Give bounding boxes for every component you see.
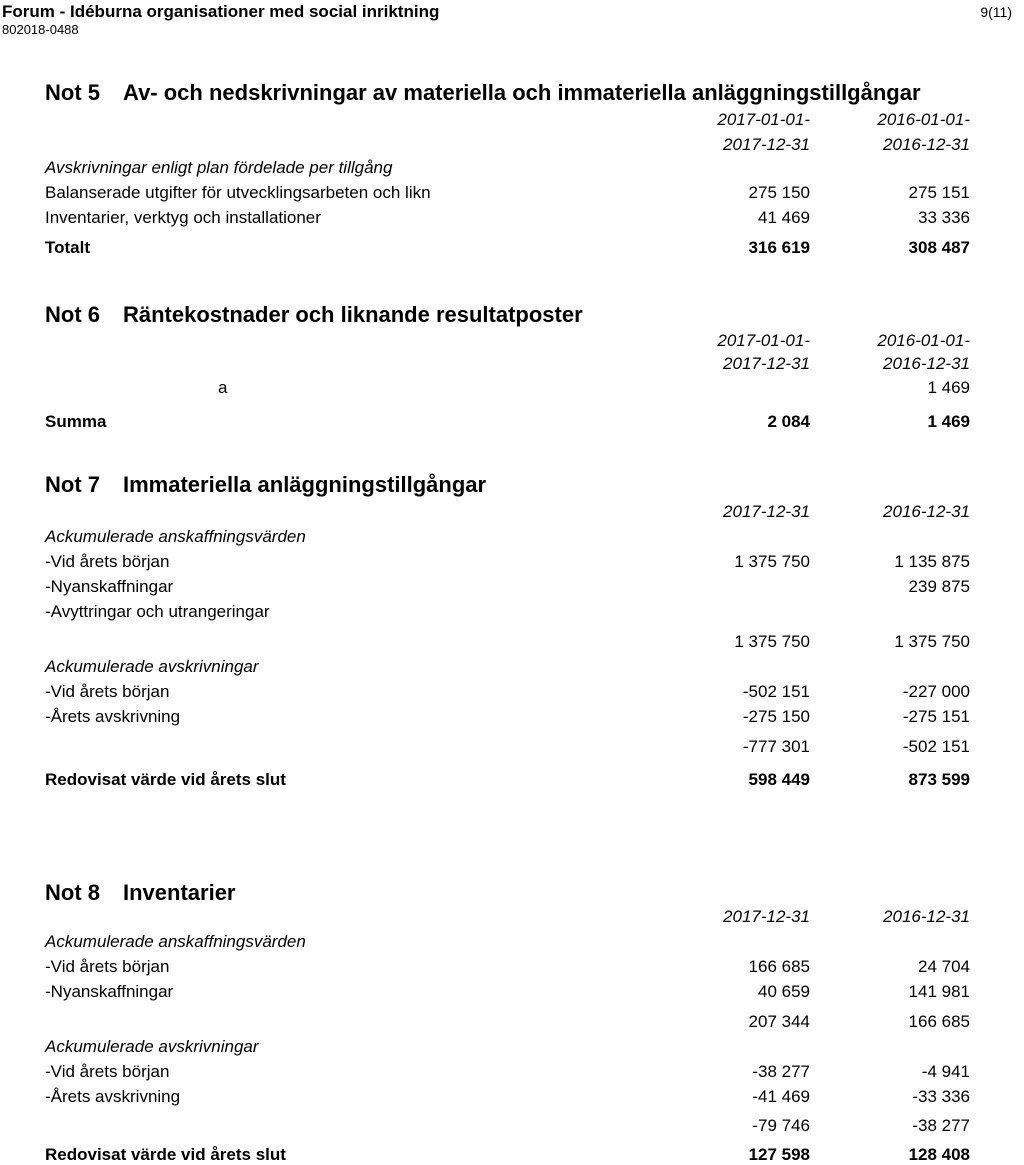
note-6-total-2017: 2 084: [767, 412, 810, 431]
note-8-row-value-2016: -33 336: [912, 1087, 970, 1106]
note-5-row-value-2016: 275 151: [908, 183, 970, 202]
note-5-subheading: Avskrivningar enligt plan fördelade per tillgång: [45, 158, 393, 177]
note-8-total-2016: 128 408: [908, 1145, 970, 1164]
note-8-col2-header: 2016-12-31: [883, 907, 970, 926]
note-6-col2-header-start: 2016-01-01-: [877, 331, 970, 350]
note-7-row-value-2017: -502 151: [742, 682, 810, 701]
page-number: 9(11): [980, 4, 1012, 20]
note-8-row-value-2017: 40 659: [758, 982, 810, 1001]
note-5-col2-header-end: 2016-12-31: [883, 135, 970, 154]
note-5-row-label: Inventarier, verktyg och installationer: [45, 208, 321, 227]
note-6-heading: [45, 302, 583, 328]
note-8-acquisition-sum-2017: 207 344: [748, 1012, 810, 1031]
organisation-name: Forum - Idéburna organisationer med social inriktning: [2, 2, 440, 21]
note-5-row-value-2017: 41 469: [758, 208, 810, 227]
note-8-row-label: -Årets avskrivning: [45, 1087, 181, 1106]
note-8-row-value-2016: 141 981: [908, 982, 970, 1001]
note-7-col1-header: 2017-12-31: [723, 502, 810, 521]
note-7-total-2017: 598 449: [748, 770, 810, 789]
note-7-row-value-2017: 1 375 750: [734, 552, 810, 571]
note-7-row-label: -Avyttringar och utrangeringar: [45, 602, 270, 621]
note-8-depreciation-sum-2016: -38 277: [912, 1116, 970, 1135]
note-8-acquisition-heading: Ackumulerade anskaffningsvärden: [45, 932, 306, 951]
note-8-row-value-2016: -4 941: [921, 1062, 970, 1081]
note-5-row-value-2017: 275 150: [748, 183, 810, 202]
note-7-acquisition-sum-2017: 1 375 750: [734, 632, 810, 651]
note-8-row-label: -Nyanskaffningar: [45, 982, 174, 1001]
note-5-number: Not 5: [45, 80, 100, 105]
note-8-row-value-2016: 24 704: [918, 957, 970, 976]
note-8-heading: [45, 880, 236, 906]
note-8-row-label: -Vid årets början: [45, 1062, 170, 1081]
note-7-row-label: -Vid årets början: [45, 682, 170, 701]
note-8-acquisition-sum-2016: 166 685: [908, 1012, 970, 1031]
note-6-number: Not 6: [45, 302, 100, 327]
note-8-row-value-2017: -38 277: [752, 1062, 810, 1081]
note-7-depreciation-sum-2017: -777 301: [742, 737, 810, 756]
note-8-title: Inventarier: [123, 880, 236, 905]
note-6-total-2016: 1 469: [927, 412, 970, 431]
note-5-total-label: Totalt: [45, 238, 91, 257]
note-6-title: Räntekostnader och liknande resultatposter: [123, 302, 583, 327]
note-7-col2-header: 2016-12-31: [883, 502, 970, 521]
note-5-title: Av- och nedskrivningar av materiella och immateriella anläggningstillgångar: [123, 80, 921, 105]
note-7-total-label: Redovisat värde vid årets slut: [45, 770, 286, 789]
note-7-title: Immateriella anläggningstillgångar: [123, 472, 487, 497]
note-5-col1-header-start: 2017-01-01-: [717, 110, 810, 129]
note-8-total-2017: 127 598: [748, 1145, 810, 1164]
note-6-row-label: a: [218, 378, 228, 397]
note-7-total-2016: 873 599: [908, 770, 970, 789]
note-7-depreciation-heading: Ackumulerade avskrivningar: [45, 657, 259, 676]
note-8-row-value-2017: -41 469: [752, 1087, 810, 1106]
note-6-col1-header-start: 2017-01-01-: [717, 331, 810, 350]
note-7-depreciation-sum-2016: -502 151: [902, 737, 970, 756]
note-8-col1-header: 2017-12-31: [723, 907, 810, 926]
note-7-row-value-2016: -275 151: [902, 707, 970, 726]
note-7-acquisition-sum-2016: 1 375 750: [894, 632, 970, 651]
note-8-total-label: Redovisat värde vid årets slut: [45, 1145, 286, 1164]
note-5-total-2016: 308 487: [908, 238, 970, 257]
note-6-col2-header-end: 2016-12-31: [883, 354, 970, 373]
note-6-total-label: Summa: [45, 412, 107, 431]
note-7-row-value-2016: 1 135 875: [894, 552, 970, 571]
note-5-col1-header-end: 2017-12-31: [723, 135, 810, 154]
organisation-number: 802018-0488: [2, 22, 79, 37]
note-7-row-label: -Årets avskrivning: [45, 707, 181, 726]
note-5-row-value-2016: 33 336: [918, 208, 970, 227]
note-7-row-value-2017: -275 150: [742, 707, 810, 726]
note-6-row-value-2016: 1 469: [927, 378, 970, 397]
note-5-col2-header-start: 2016-01-01-: [877, 110, 970, 129]
note-7-row-value-2016: -227 000: [902, 682, 970, 701]
note-5-heading: [45, 80, 921, 106]
note-8-row-label: -Vid årets början: [45, 957, 170, 976]
note-7-number: Not 7: [45, 472, 100, 497]
note-7-row-value-2016: 239 875: [908, 577, 970, 596]
note-8-depreciation-sum-2017: -79 746: [752, 1116, 810, 1135]
note-7-row-label: -Nyanskaffningar: [45, 577, 174, 596]
note-5-total-2017: 316 619: [748, 238, 810, 257]
note-8-number: Not 8: [45, 880, 100, 905]
note-7-heading: [45, 472, 486, 498]
note-6-col1-header-end: 2017-12-31: [723, 354, 810, 373]
note-7-row-label: -Vid årets början: [45, 552, 170, 571]
note-7-acquisition-heading: Ackumulerade anskaffningsvärden: [45, 527, 306, 546]
note-5-row-label: Balanserade utgifter för utvecklingsarbeten och likn: [45, 183, 431, 202]
note-8-depreciation-heading: Ackumulerade avskrivningar: [45, 1037, 259, 1056]
note-8-row-value-2017: 166 685: [748, 957, 810, 976]
